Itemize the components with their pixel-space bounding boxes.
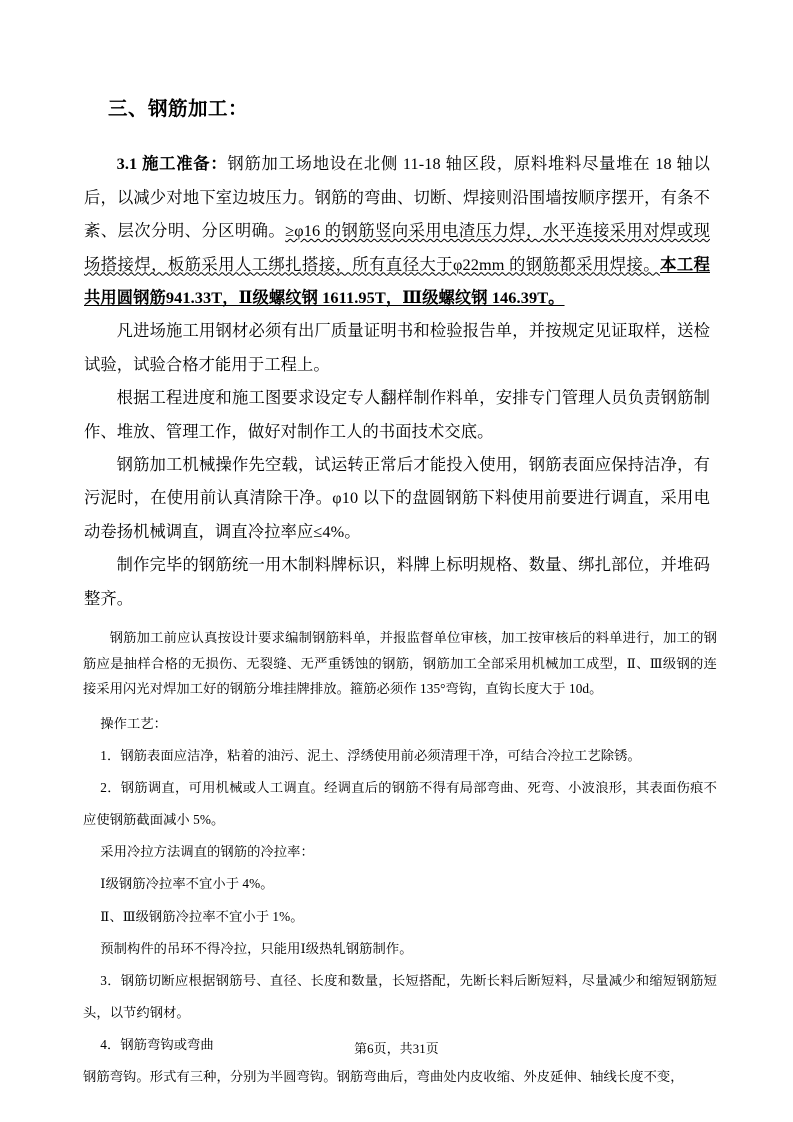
paragraph-schedule: 根据工程进度和施工图要求设定专人翻样制作料单，安排专门管理人员负责钢筋制作、堆放、管理工作，做好对制作工人的书面技术交底。 — [84, 388, 710, 441]
construction-prep-steel-totals: 本工程共用圆钢筋941.33T，Ⅱ级螺纹钢 1611.95T，Ⅲ级螺纹钢 146.39T。 — [84, 254, 710, 307]
process-step-1: 1．钢筋表面应洁净，粘着的油污、泥土、浮绣使用前必须清理干净，可结合冷拉工艺除锈。 — [100, 747, 641, 763]
document-body — [83, 96, 717, 1094]
paragraph-pre-processing: 钢筋加工前应认真按设计要求编制钢筋料单，并报监督单位审核，加工按审核后的料单进行，加工的钢筋应是抽样合格的无损伤、无裂缝、无严重锈蚀的钢筋，钢筋加工全部采用机械加工成型，Ⅱ、Ⅲ级钢的连接采用闪光对焊加工好的钢筋分堆挂牌排放。箍筋必须作 135°弯钩，直钩长度大于 10d。 — [83, 629, 717, 697]
paragraph-material-cert: 凡进场施工用钢材必须有出厂质量证明书和检验报告单，并按规定见证取样，送检试验，试验合格才能用于工程上。 — [84, 321, 710, 374]
cold-draw-precast-ring: 预制构件的吊环不得冷拉，只能用Ⅰ级热轧钢筋制作。 — [100, 940, 413, 956]
process-closing-text: 钢筋弯钩。形式有三种，分别为半圆弯钩。钢筋弯曲后，弯曲处内皮收缩、外皮延伸、轴线长度不变， — [83, 1069, 684, 1085]
cold-draw-title: 采用冷拉方法调直的钢筋的冷拉率： — [100, 844, 314, 860]
page-footer: 第6页，共31页 — [354, 1042, 439, 1056]
process-title: 操作工艺： — [100, 715, 168, 731]
cold-draw-grade-2-3: Ⅱ、Ⅲ级钢筋冷拉率不宜小于 1%。 — [100, 908, 304, 924]
construction-prep-label: 3.1 施工准备： — [116, 154, 228, 174]
cold-draw-grade-1: Ⅰ级钢筋冷拉率不宜小于 4%。 — [100, 876, 274, 892]
construction-prep-wavy-underlined-text: ≥φ16 的钢筋竖向采用电渣压力焊，水平连接采用对焊或现场搭接焊，板筋采用人工绑扎搭接，所有直径大于φ22mm 的钢筋都采用焊接。 — [84, 221, 710, 274]
process-step-4: 4．钢筋弯钩或弯曲 — [100, 1037, 214, 1053]
paragraph-machine-operation: 钢筋加工机械操作先空载，试运转正常后才能投入使用，钢筋表面应保持洁净，有污泥时，在使用前认真清除干净。φ10 以下的盘圆钢筋下料使用前要进行调直，采用电动卷扬机械调直，调直冷拉率应≤4%。 — [84, 454, 710, 541]
process-step-3: 3．钢筋切断应根据钢筋号、直径、长度和数量，长短搭配，先断长料后断短料，尽量减少和缩短钢筋短头，以节约钢材。 — [83, 972, 717, 1021]
paragraph-construction-prep — [84, 147, 710, 314]
process-step-2: 2．钢筋调直，可用机械或人工调直。经调直后的钢筋不得有局部弯曲、死弯、小波浪形，其表面伤痕不应使钢筋截面减小 5%。 — [83, 779, 717, 828]
paragraph-labeling: 制作完毕的钢筋统一用木制料牌标识，料牌上标明规格、数量、绑扎部位，并堆码整齐。 — [84, 555, 710, 608]
page-title: 三、钢筋加工： — [108, 99, 249, 120]
construction-prep-text: 钢筋加工场地设在北侧 11-18 轴区段，原料堆料尽量堆在 18 轴以后，以减少对地下室边坡压力。钢筋的弯曲、切断、焊接则沿围墙按顺序摆开，有条不紊、层次分明、分区明确。 — [84, 154, 711, 241]
